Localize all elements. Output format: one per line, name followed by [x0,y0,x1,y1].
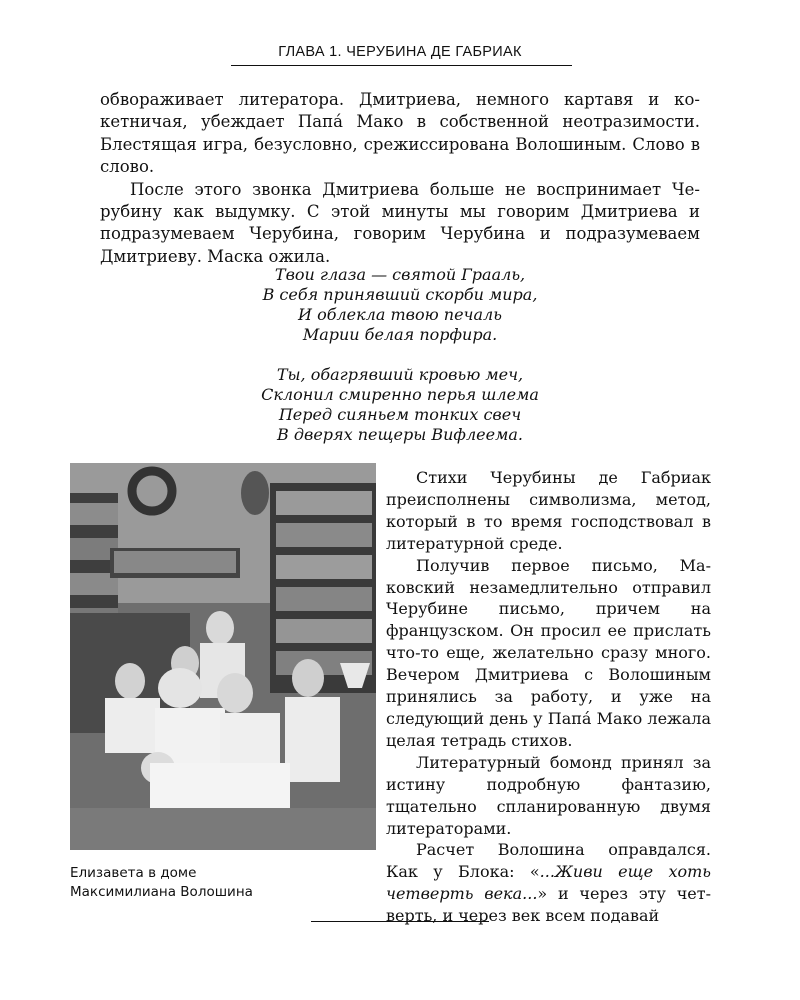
poem-line: Марии белая порфира. [302,325,498,344]
paragraph-3: Стихи Черубины де Габриак преисполнены символизма, метод, который в то время господствовал в литературной среде. [386,468,711,553]
poem-stanza-2 [100,365,700,445]
right-column-text [386,467,711,927]
poem-line: В дверях пещеры Вифлеема. [277,425,523,444]
paragraph-1: обвораживает литератора. Дмитриева, немного картавя и кокетничая, убеждает Папа́ Мако в собственной неотразимости. Блестящая игра, безусловно, срежиссирована Волошиным. Слово в слово. [100,90,700,177]
group-photo-image [70,463,376,850]
poem-stanza-1 [100,265,700,345]
caption-line: Максимилиана Волошина [70,884,253,900]
paragraph-4: Получив первое письмо, Маковский незамедлительно отправил Черубине письмо, причем на французском. Он просил ее прислать что-то еще, желательно сразу много. Вечером Дмитриева с Волошиным принялись за работу, и уже на следующий день у Папа́ Мако лежала целая тетрадь стихов. [386,555,711,750]
group-photo [70,463,376,850]
paragraph-5: Литературный бомонд принял за истину подробную фантазию, тщательно спланированную двумя литераторами. [386,752,711,838]
poem-line: В себя принявший скорби мира, [262,285,538,304]
paragraph-6-end: » и через эту четверть, и через век всем подавай [386,884,712,926]
paragraph-6 [386,839,711,927]
poem-line: И облекла твою печаль [298,305,502,324]
photo-caption [70,864,370,902]
caption-line: Елизавета в доме [70,865,197,881]
header-rule [231,65,572,66]
intro-text [100,89,700,268]
poem-line: Ты, обагрявший кровью меч, [276,365,524,384]
paragraph-6-start: Расчет Волошина оправдался. Как у Блока: « [386,840,711,882]
poem-line: Перед сияньем тонких свеч [278,405,522,424]
footer-rule [311,921,489,922]
poem-line: Твои глаза — святой Грааль, [274,265,526,284]
paragraph-2: После этого звонка Дмитриева больше не воспринимает Черубину как выдумку. С этой минуты мы говорим Дмитриева и подразумеваем Черубина, говорим Черубина и подразумеваем Дмитриеву. Маска ожила. [100,179,700,266]
running-head: ГЛАВА 1. ЧЕРУБИНА ДЕ ГАБРИАК [278,44,522,60]
blok-quote: ...Живи еще хоть четверть века... [386,862,711,904]
poem-line: Склонил смиренно перья шлема [261,385,539,404]
poem [100,265,700,465]
